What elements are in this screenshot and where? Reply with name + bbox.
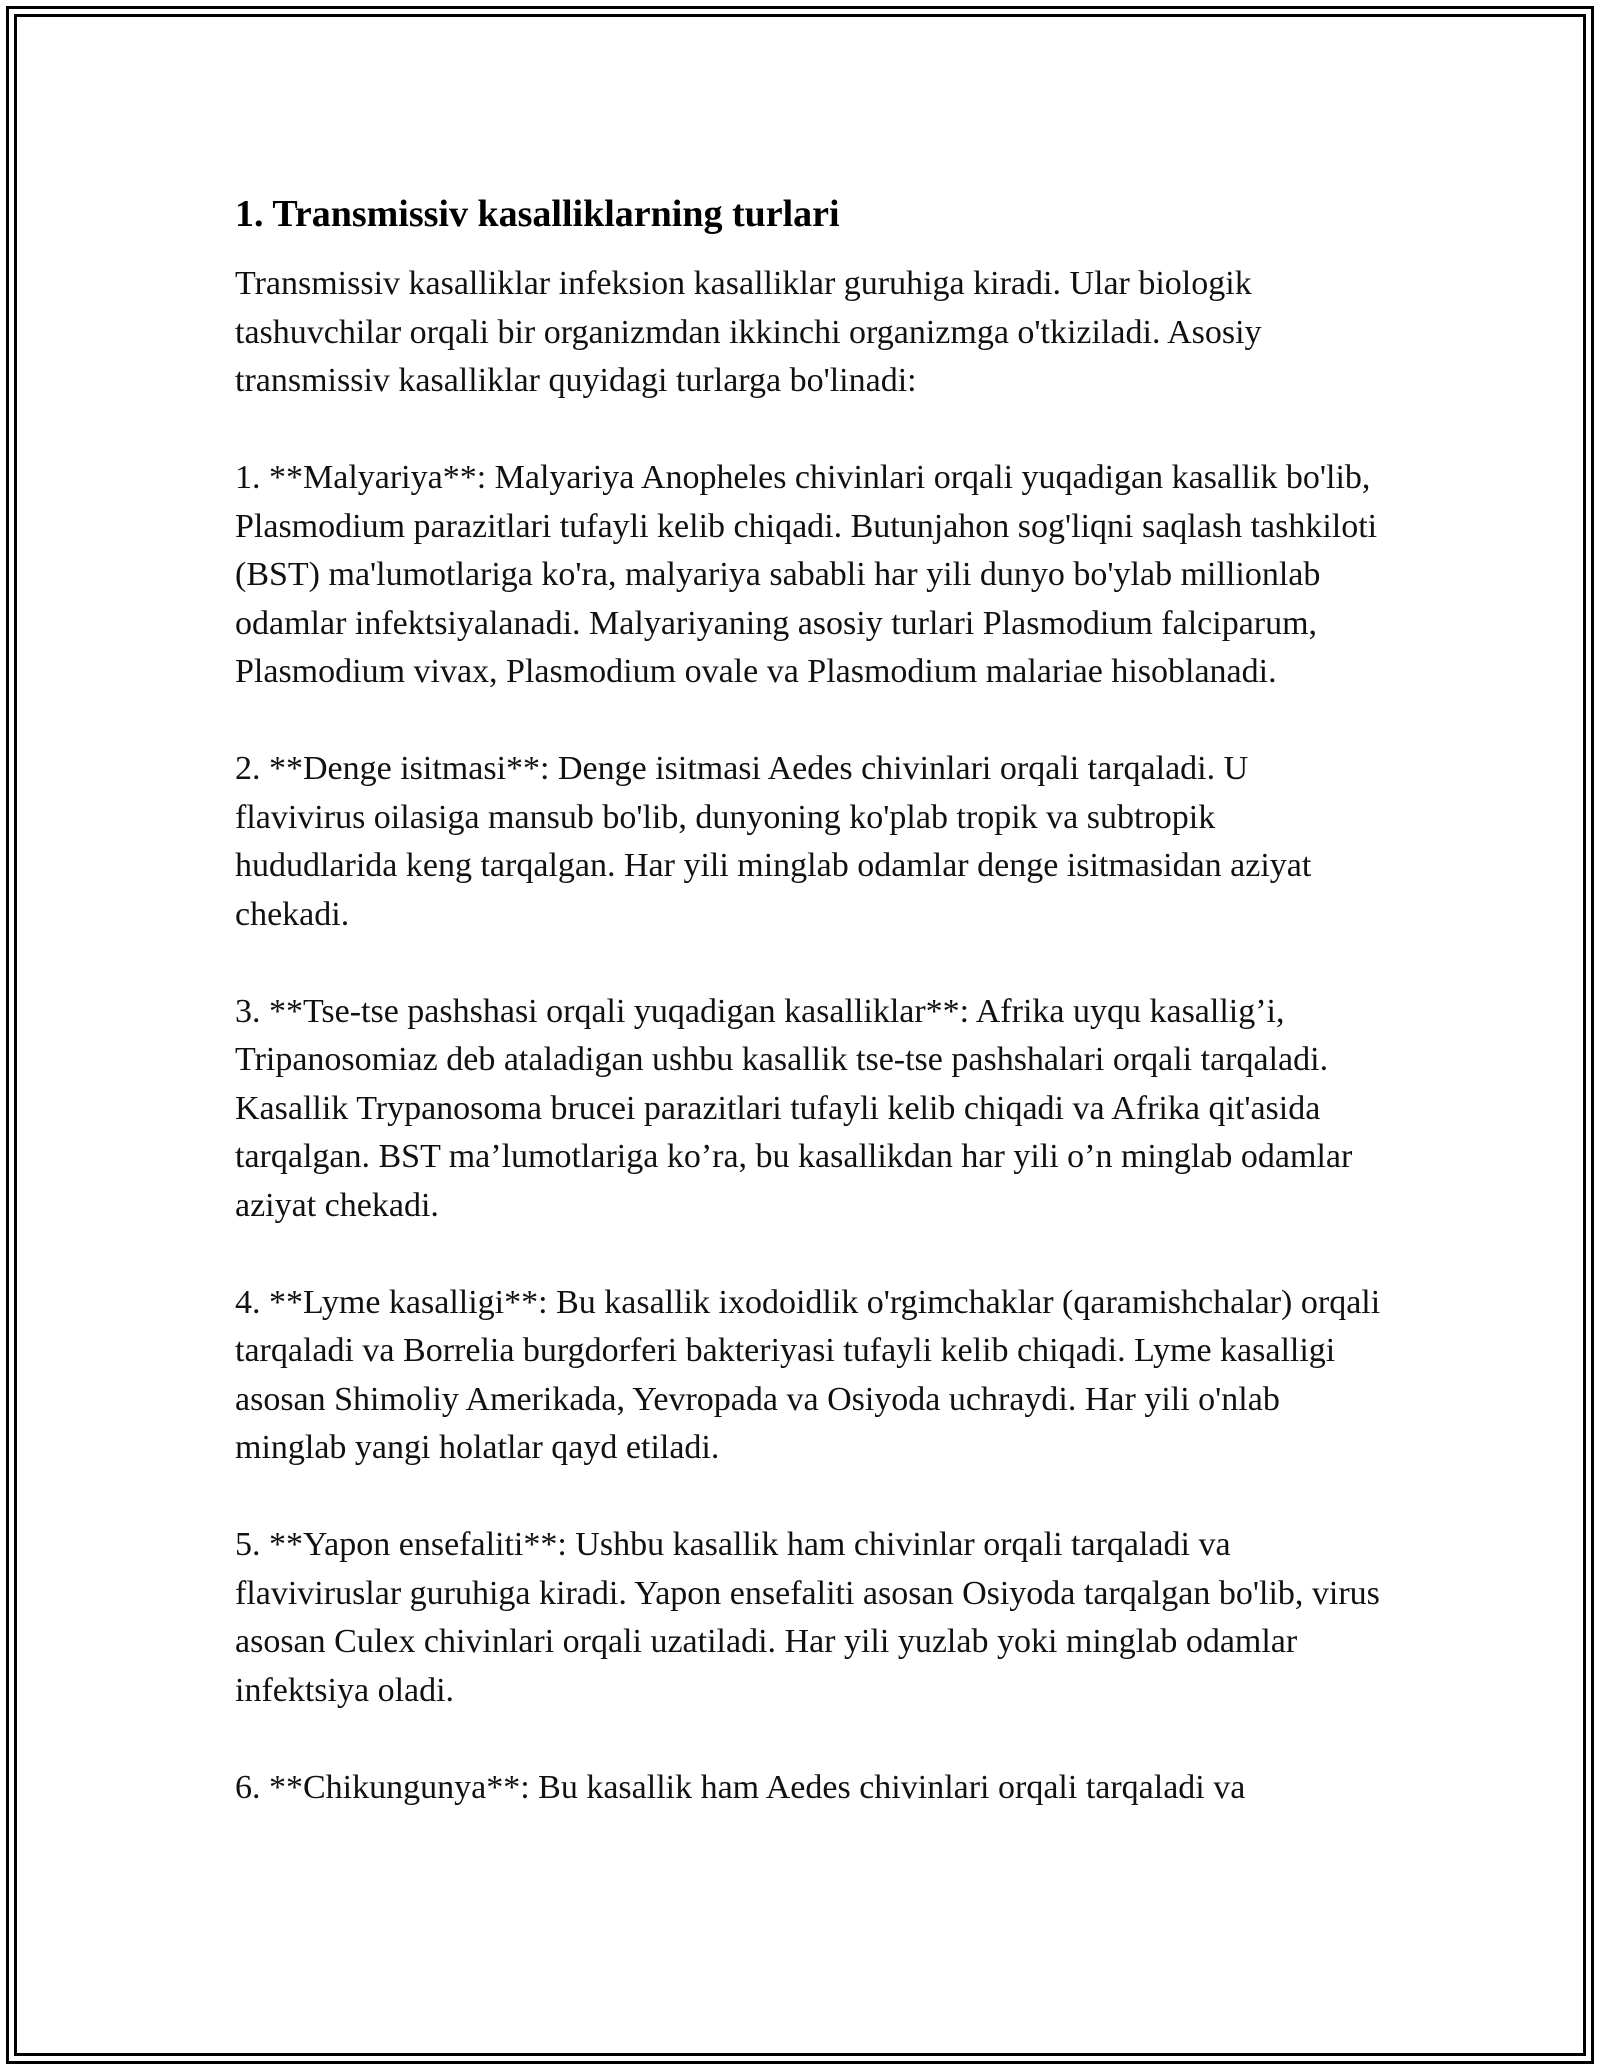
list-item-chikungunya: 6. **Chikungunya**: Bu kasallik ham Aedes chivinlari orqali tarqaladi va — [235, 1768, 1246, 1806]
list-item-dengue: 2. **Denge isitmasi**: Denge isitmasi Aedes chivinlari orqali tarqaladi. U flavivirus oilasiga mansub bo'lib, dunyoning ko'plab tropik va subtropik hududlarida keng tarqalgan. Har yili minglab odamlar denge isitmasidan aziyat chekadi. — [235, 750, 1312, 933]
intro-paragraph: Transmissiv kasalliklar infeksion kasalliklar guruhiga kiradi. Ular biologik tashuvchilar orqali bir organizmdan ikkinchi organizmga o'tkiziladi. Asosiy transmissiv kasalliklar quyidagi turlarga bo'linadi: — [235, 265, 1262, 399]
list-item-japanese-encephalitis: 5. **Yapon ensefaliti**: Ushbu kasallik ham chivinlar orqali tarqaladi va flaviviruslar guruhiga kiradi. Yapon ensefaliti asosan Osiyoda tarqalgan bo'lib, virus asosan Culex chivinlari orqali uzatiladi. Har yili yuzlab yoki minglab odamlar infektsiya oladi. — [235, 1526, 1380, 1709]
section-heading: 1. Transmissiv kasalliklarning turlari — [235, 193, 840, 235]
list-item-malaria: 1. **Malyariya**: Malyariya Anopheles chivinlari orqali yuqadigan kasallik bo'lib, Plasmodium parazitlari tufayli kelib chiqadi. Butunjahon sog'liqni saqlash tashkiloti (BST) ma'lumotlariga ko'ra, malyariya sababli har yili dunyo bo'ylab millionlab odamlar infektsiyalanadi. Malyariyaning asosiy turlari Plasmodium falciparum, Plasmodium vivax, Plasmodium ovale va Plasmodium malariae hisoblanadi. — [235, 459, 1378, 690]
list-item-tsetse: 3. **Tse-tse pashshasi orqali yuqadigan kasalliklar**: Afrika uyqu kasallig’i, Tripanosomiaz deb ataladigan ushbu kasallik tse-tse pashshalari orqali tarqaladi. Kasallik Trypanosoma brucei parazitlari tufayli kelib chiqadi va Afrika qit'asida tarqalgan. BST ma’lumotlariga ko’ra, bu kasallikdan har yili o’n minglab odamlar aziyat chekadi. — [235, 992, 1353, 1224]
list-item-lyme: 4. **Lyme kasalligi**: Bu kasallik ixodoidlik o'rgimchaklar (qaramishchalar) orqali tarqaladi va Borrelia burgdorferi bakteriyasi tufayli kelib chiqadi. Lyme kasalligi asosan Shimoliy Amerikada, Yevropada va Osiyoda uchraydi. Har yili o'nlab minglab yangi holatlar qayd etiladi. — [235, 1283, 1381, 1466]
document-body — [235, 188, 1385, 1812]
